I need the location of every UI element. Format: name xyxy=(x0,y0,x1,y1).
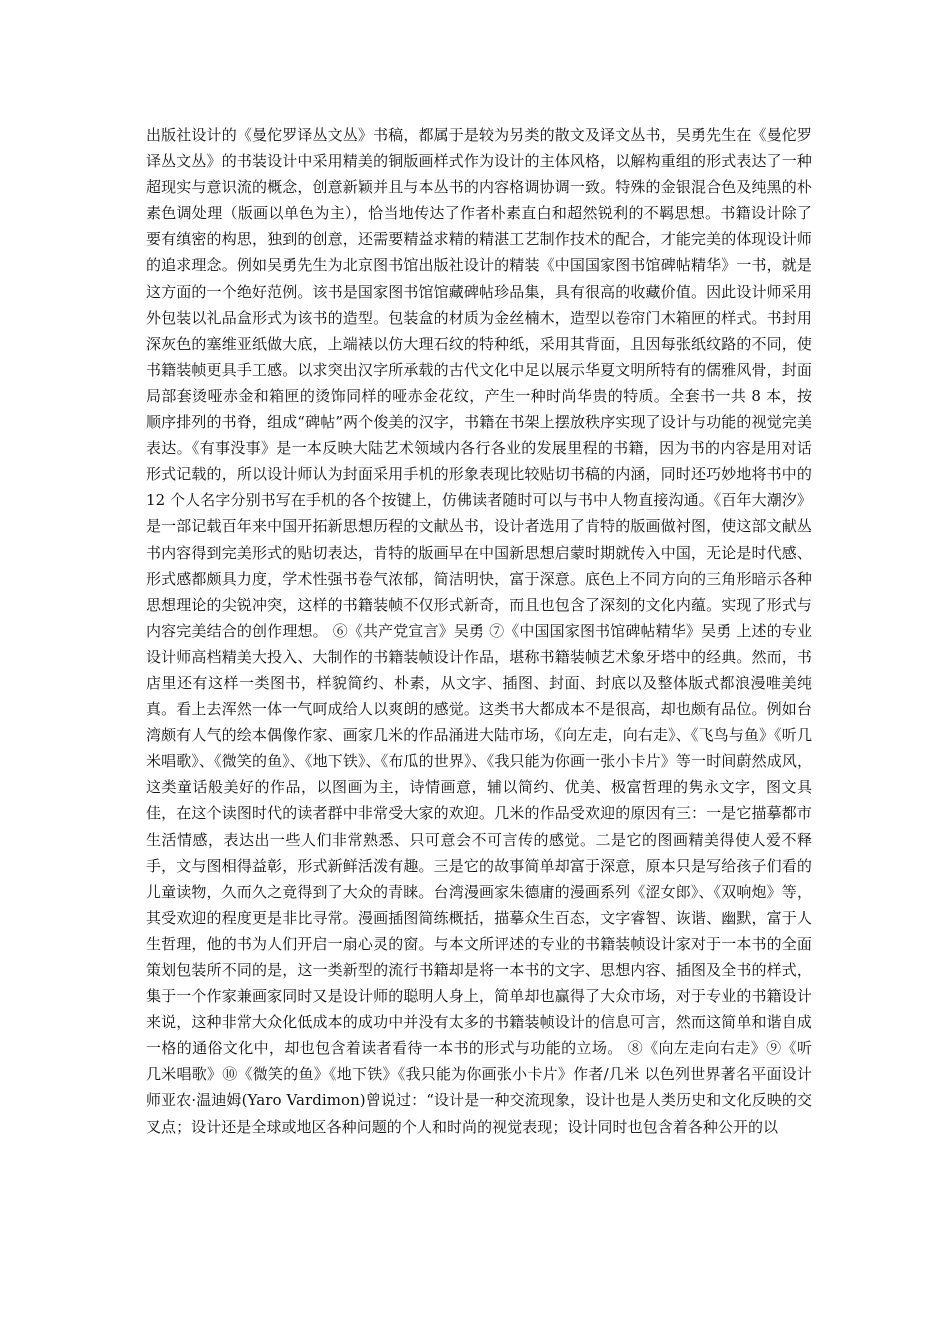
document-page xyxy=(146,122,812,1140)
body-paragraph: 出版社设计的《曼佗罗译丛文丛》书稿，都属于是较为另类的散文及译文丛书，吴勇先生在《曼佗罗译丛文丛》的书装设计中采用精美的铜版画样式作为设计的主体风格，以解构重组的形式表达了一种超现实与意识流的概念，创意新颖并且与本丛书的内容格调协调一致。特殊的金银混合色及纯黑的朴素色调处理（版画以单色为主），恰当地传达了作者朴素直白和超然锐利的不羁思想。书籍设计除了要有缜密的构思，独到的创意，还需要精益求精的精湛工艺制作技术的配合，才能完美的体现设计师的追求理念。例如吴勇先生为北京图书馆出版社设计的精装《中国国家图书馆碑帖精华》一书，就是这方面的一个绝好范例。该书是国家图书馆馆藏碑帖珍品集，具有很高的收藏价值。因此设计师采用外包装以礼品盒形式为该书的造型。包装盒的材质为金丝楠木，造型以卷帘门木箱匣的样式。书封用深灰色的塞维亚纸做大底，上端裱以仿大理石纹的特种纸，采用其背面，且因每张纸纹路的不同，使书籍装帧更具手工感。以求突出汉字所承载的古代文化中足以展示华夏文明所特有的儒雅风骨，封面局部套烫哑赤金和箱匣的烫饰同样的哑赤金花纹，产生一种时尚华贵的特质。全套书一共 8 本，按顺序排列的书脊，组成“碑帖”两个俊美的汉字，书籍在书架上摆放秩序实现了设计与功能的视觉完美表达。《有事没事》是一本反映大陆艺术领域内各行各业的发展里程的书籍，因为书的内容是用对话形式记载的，所以设计师认为封面采用手机的形象表现比较贴切书稿的内涵，同时还巧妙地将书中的 12 个人名字分别书写在手机的各个按键上，仿佛读者随时可以与书中人物直接沟通。《百年大潮汐》是一部记载百年来中国开拓新思想历程的文献丛书，设计者选用了肯特的版画做衬图，使这部文献丛书内容得到完美形式的贴切表达，肯特的版画早在中国新思想启蒙时期就传入中国，无论是时代感、形式感都颇具力度，学术性强书卷气浓郁，简洁明快，富于深意。底色上不同方向的三角形暗示各种思想理论的尖锐冲突，这样的书籍装帧不仅形式新奇，而且也包含了深刻的文化内蕴。实现了形式与内容完美结合的创作理想。 ⑥《共产党宣言》吴勇 ⑦《中国国家图书馆碑帖精华》吴勇 上述的专业设计师高档精美大投入、大制作的书籍装帧设计作品，堪称书籍装帧艺术象牙塔中的经典。然而，书店里还有这样一类图书，样貌简约、朴素，从文字、插图、封面、封底以及整体版式都浪漫唯美纯真。看上去浑然一体一气呵成给人以爽朗的感觉。这类书大都成本不是很高，却也颇有品位。例如台湾颇有人气的绘本偶像作家、画家几米的作品涌进大陆市场，《向左走，向右走》、《飞鸟与鱼》《听几米唱歌》、《微笑的鱼》、《地下铁》、《布瓜的世界》、《我只能为你画一张小卡片》等一时间蔚然成风，这类童话般美好的作品，以图画为主，诗情画意，辅以简约、优美、极富哲理的隽永文字，图文具佳，在这个读图时代的读者群中非常受大家的欢迎。几米的作品受欢迎的原因有三：一是它描摹都市生活情感，表达出一些人们非常熟悉、只可意会不可言传的感觉。二是它的图画精美得使人爱不释手，文与图相得益彰，形式新鲜活泼有趣。三是它的故事简单却富于深意，原本只是写给孩子们看的儿童读物，久而久之竟得到了大众的青睐。台湾漫画家朱德庸的漫画系列《涩女郎》、《双响炮》等，其受欢迎的程度更是非比寻常。漫画插图简练概括，描摹众生百态，文字睿智、诙谐、幽默，富于人生哲理，他的书为人们开启一扇心灵的窗。与本文所评述的专业的书籍装帧设计家对于一本书的全面策划包装所不同的是，这一类新型的流行书籍却是将一本书的文字、思想内容、插图及全书的样式，集于一个作家兼画家同时又是设计师的聪明人身上，简单却也赢得了大众市场，对于专业的书籍设计来说，这种非常大众化低成本的成功中并没有太多的书籍装帧设计的信息可言，然而这简单和谐自成一格的通俗文化中，却也包含着读者看待一本书的形式与功能的立场。 ⑧《向左走向右走》⑨《听几米唱歌》⑩《微笑的鱼》《地下铁》《我只能为你画张小卡片》作者/几米 以色列世界著名平面设计师亚农·温迪姆(Yaro Vardimon)曾说过：“设计是一种交流现象，设计也是人类历史和文化反映的交叉点；设计还是全球或地区各种问题的个人和时尚的视觉表现；设计同时也包含着各种公开的以 xyxy=(146,126,812,1136)
